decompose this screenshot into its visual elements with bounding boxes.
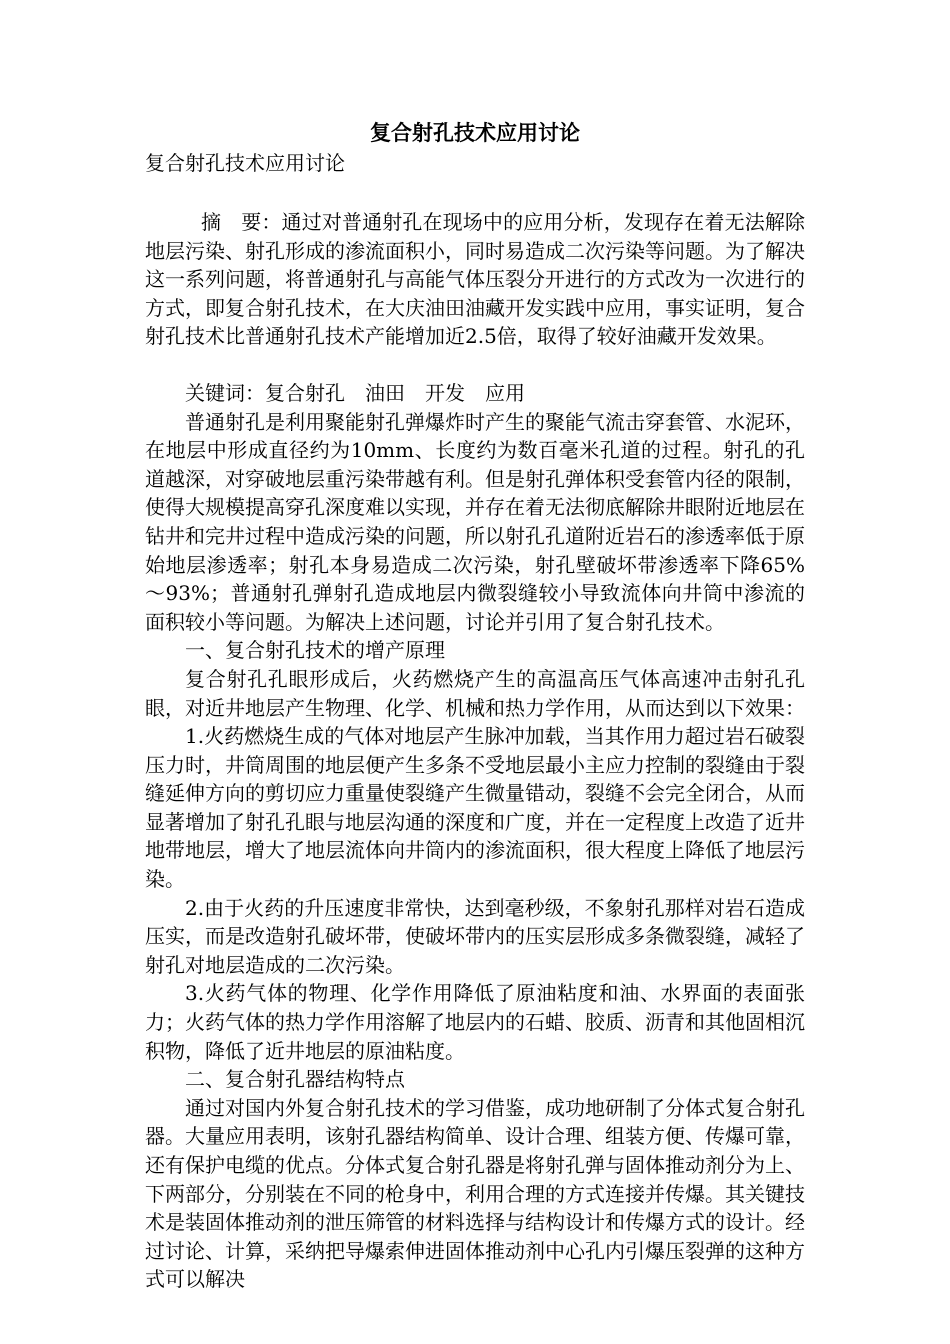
section-2-paragraph: 通过对国内外复合射孔技术的学习借鉴，成功地研制了分体式复合射孔器。大量应用表明，该射孔器结构简单、设计合理、组装方便、传爆可靠，还有保护电缆的优点。分体式复合射孔器是将射孔弹与固体推动剂分为上、下两部分，分别装在不同的枪身中，利用合理的方式连接并传爆。其关键技术是装固体推动剂的泄压筛管的材料选择与结构设计和传爆方式的设计。经过讨论、计算，采纳把导爆索伸进固体推动剂中心孔内引爆压裂弹的这种方式可以解决	[145, 1095, 805, 1292]
document-subtitle: 复合射孔技术应用讨论	[145, 151, 345, 175]
abstract-paragraph: 摘 要：通过对普通射孔在现场中的应用分析，发现存在着无法解除地层污染、射孔形成的渗流面积小，同时易造成二次污染等问题。为了解决这一系列问题，将普通射孔与高能气体压裂分开进行的方式改为一次进行的方式，即复合射孔技术，在大庆油田油藏开发实践中应用，事实证明，复合射孔技术比普通射孔技术产能增加近2.5倍，取得了较好油藏开发效果。	[145, 210, 805, 349]
intro-paragraph: 普通射孔是利用聚能射孔弹爆炸时产生的聚能气流击穿套管、水泥环，在地层中形成直径约为10mm、长度约为数百毫米孔道的过程。射孔的孔道越深，对穿破地层重污染带越有利。但是射孔弹体积受套管内径的限制，使得大规模提高穿孔深度难以实现，并存在着无法彻底解除井眼附近地层在钻井和完井过程中造成污染的问题，所以射孔孔道附近岩石的渗透率低于原始地层渗透率；射孔本身易造成二次污染，射孔壁破坏带渗透率下降65%～93%；普通射孔弹射孔造成地层内微裂缝较小导致流体向井筒中渗流的面积较小等问题。为解决上述问题，讨论并引用了复合射孔技术。	[145, 409, 805, 634]
keywords-line: 关键词：复合射孔 油田 开发 应用	[185, 380, 525, 405]
section-1-intro-paragraph: 复合射孔孔眼形成后，火药燃烧产生的高温高压气体高速冲击射孔孔眼，对近井地层产生物理、化学、机械和热力学作用，从而达到以下效果：	[145, 666, 805, 720]
section-1-item-3: 3.火药气体的物理、化学作用降低了原油粘度和油、水界面的表面张力；火药气体的热力学作用溶解了地层内的石蜡、胶质、沥青和其他固相沉积物，降低了近井地层的原油粘度。	[145, 981, 805, 1063]
section-2-heading: 二、复合射孔器结构特点	[185, 1067, 405, 1092]
document-page	[145, 118, 805, 1294]
section-1-heading: 一、复合射孔技术的增产原理	[185, 638, 445, 663]
section-1-item-2: 2.由于火药的升压速度非常快，达到毫秒级，不象射孔那样对岩石造成压实，而是改造射孔破坏带，使破坏带内的压实层形成多条微裂缝，减轻了射孔对地层造成的二次污染。	[145, 895, 805, 977]
document-title: 复合射孔技术应用讨论	[370, 120, 580, 145]
section-1-item-1: 1.火药燃烧生成的气体对地层产生脉冲加载，当其作用力超过岩石破裂压力时，井筒周围的地层便产生多条不受地层最小主应力控制的裂缝由于裂缝延伸方向的剪切应力重量使裂缝产生微量错动，裂缝不会完全闭合，从而显著增加了射孔孔眼与地层沟通的深度和广度，并在一定程度上改造了近井地带地层，增大了地层流体向井筒内的渗流面积，很大程度上降低了地层污染。	[145, 724, 805, 892]
